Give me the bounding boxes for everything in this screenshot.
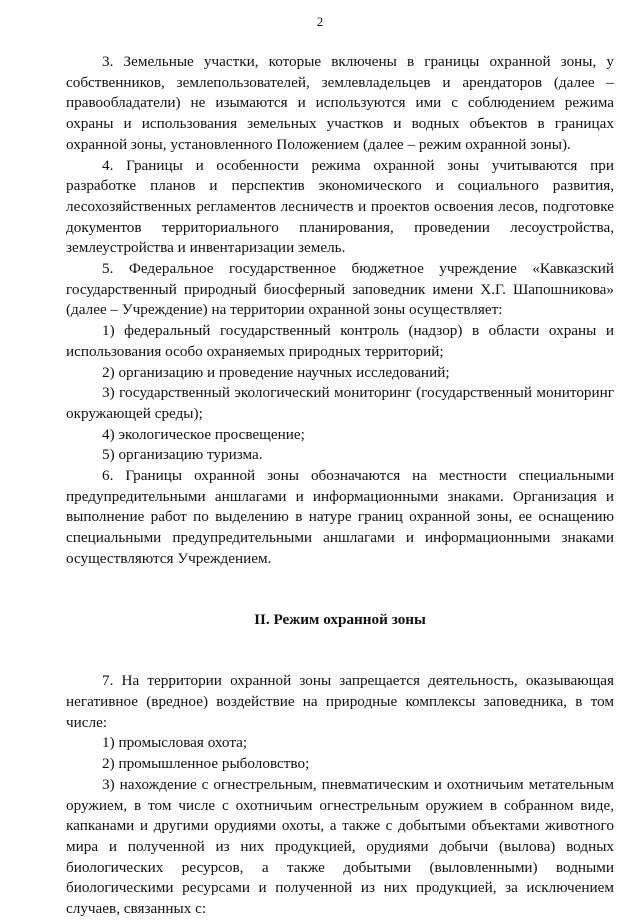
page-number: 2	[316, 14, 324, 29]
list-item-7-2: 2) промышленное рыболовство;	[102, 755, 310, 773]
paragraph-7: 7. На территории охранной зоны запрещается деятельность, оказывающая негативное (вредное) воздействие на природные комплексы заповедника, в том числе:	[66, 672, 614, 731]
list-item-7-1: 1) промысловая охота;	[102, 734, 248, 752]
spacer	[66, 570, 614, 590]
section-heading: II. Режим охранной зоны	[254, 610, 426, 628]
spacer	[66, 651, 614, 671]
list-item-5-5: 5) организацию туризма.	[102, 446, 263, 464]
paragraph-6: 6. Границы охранной зоны обозначаются на местности специальными предупредительными аншлагами и информационными знаками. Организация и выполнение работ по выделению в натуре границ охранной зоны, ее оснащению специальными предупредительными аншлагами и информационными знаками осуществляются Учреждением.	[66, 467, 614, 567]
document-body	[66, 52, 614, 920]
paragraph-4: 4. Границы и особенности режима охранной зоны учитываются при разработке планов и перспектив экономического и социального развития, лесохозяйственных регламентов лесничеств и проектов освоения лесов, подготовке документов территориального планирования, проведении лесоустройства, землеустройства и инвентаризации земель.	[66, 156, 614, 257]
paragraph-3: 3. Земельные участки, которые включены в границы охранной зоны, у собственников, землепользователей, землевладельцев и арендаторов (далее – правообладатели) не изымаются и используются ими с соблюдением режима охраны и использования земельных участков и водных объектов в границах охранной зоны, установленного Положением (далее – режим охранной зоны).	[66, 53, 614, 153]
list-item-7-3: 3) нахождение с огнестрельным, пневматическим и охотничьим метательным оружием, в том числе с охотничьим огнестрельным оружием в собранном виде, капканами и другими орудиями охоты, а также с добытыми объектами животного мира и полученной из них продукцией, орудиями добычи (вылова) водных биологических ресурсов, а также добытыми (выловленными) водными биологическими ресурсами и полученной из них продукцией, за исключением случаев, связанных с:	[66, 775, 614, 918]
paragraph-5: 5. Федеральное государственное бюджетное учреждение «Кавказский государственный природный биосферный заповедник имени Х.Г. Шапошникова» (далее – Учреждение) на территории охранной зоны осуществляет:	[66, 260, 614, 319]
list-item-5-2: 2) организацию и проведение научных исследований;	[102, 363, 450, 381]
list-item-5-1: 1) федеральный государственный контроль (надзор) в области охраны и использования особо охраняемых природных территорий;	[66, 322, 614, 360]
list-item-5-3: 3) государственный экологический мониторинг (государственный мониторинг окружающей среды);	[66, 384, 614, 422]
list-item-5-4: 4) экологическое просвещение;	[102, 425, 305, 443]
